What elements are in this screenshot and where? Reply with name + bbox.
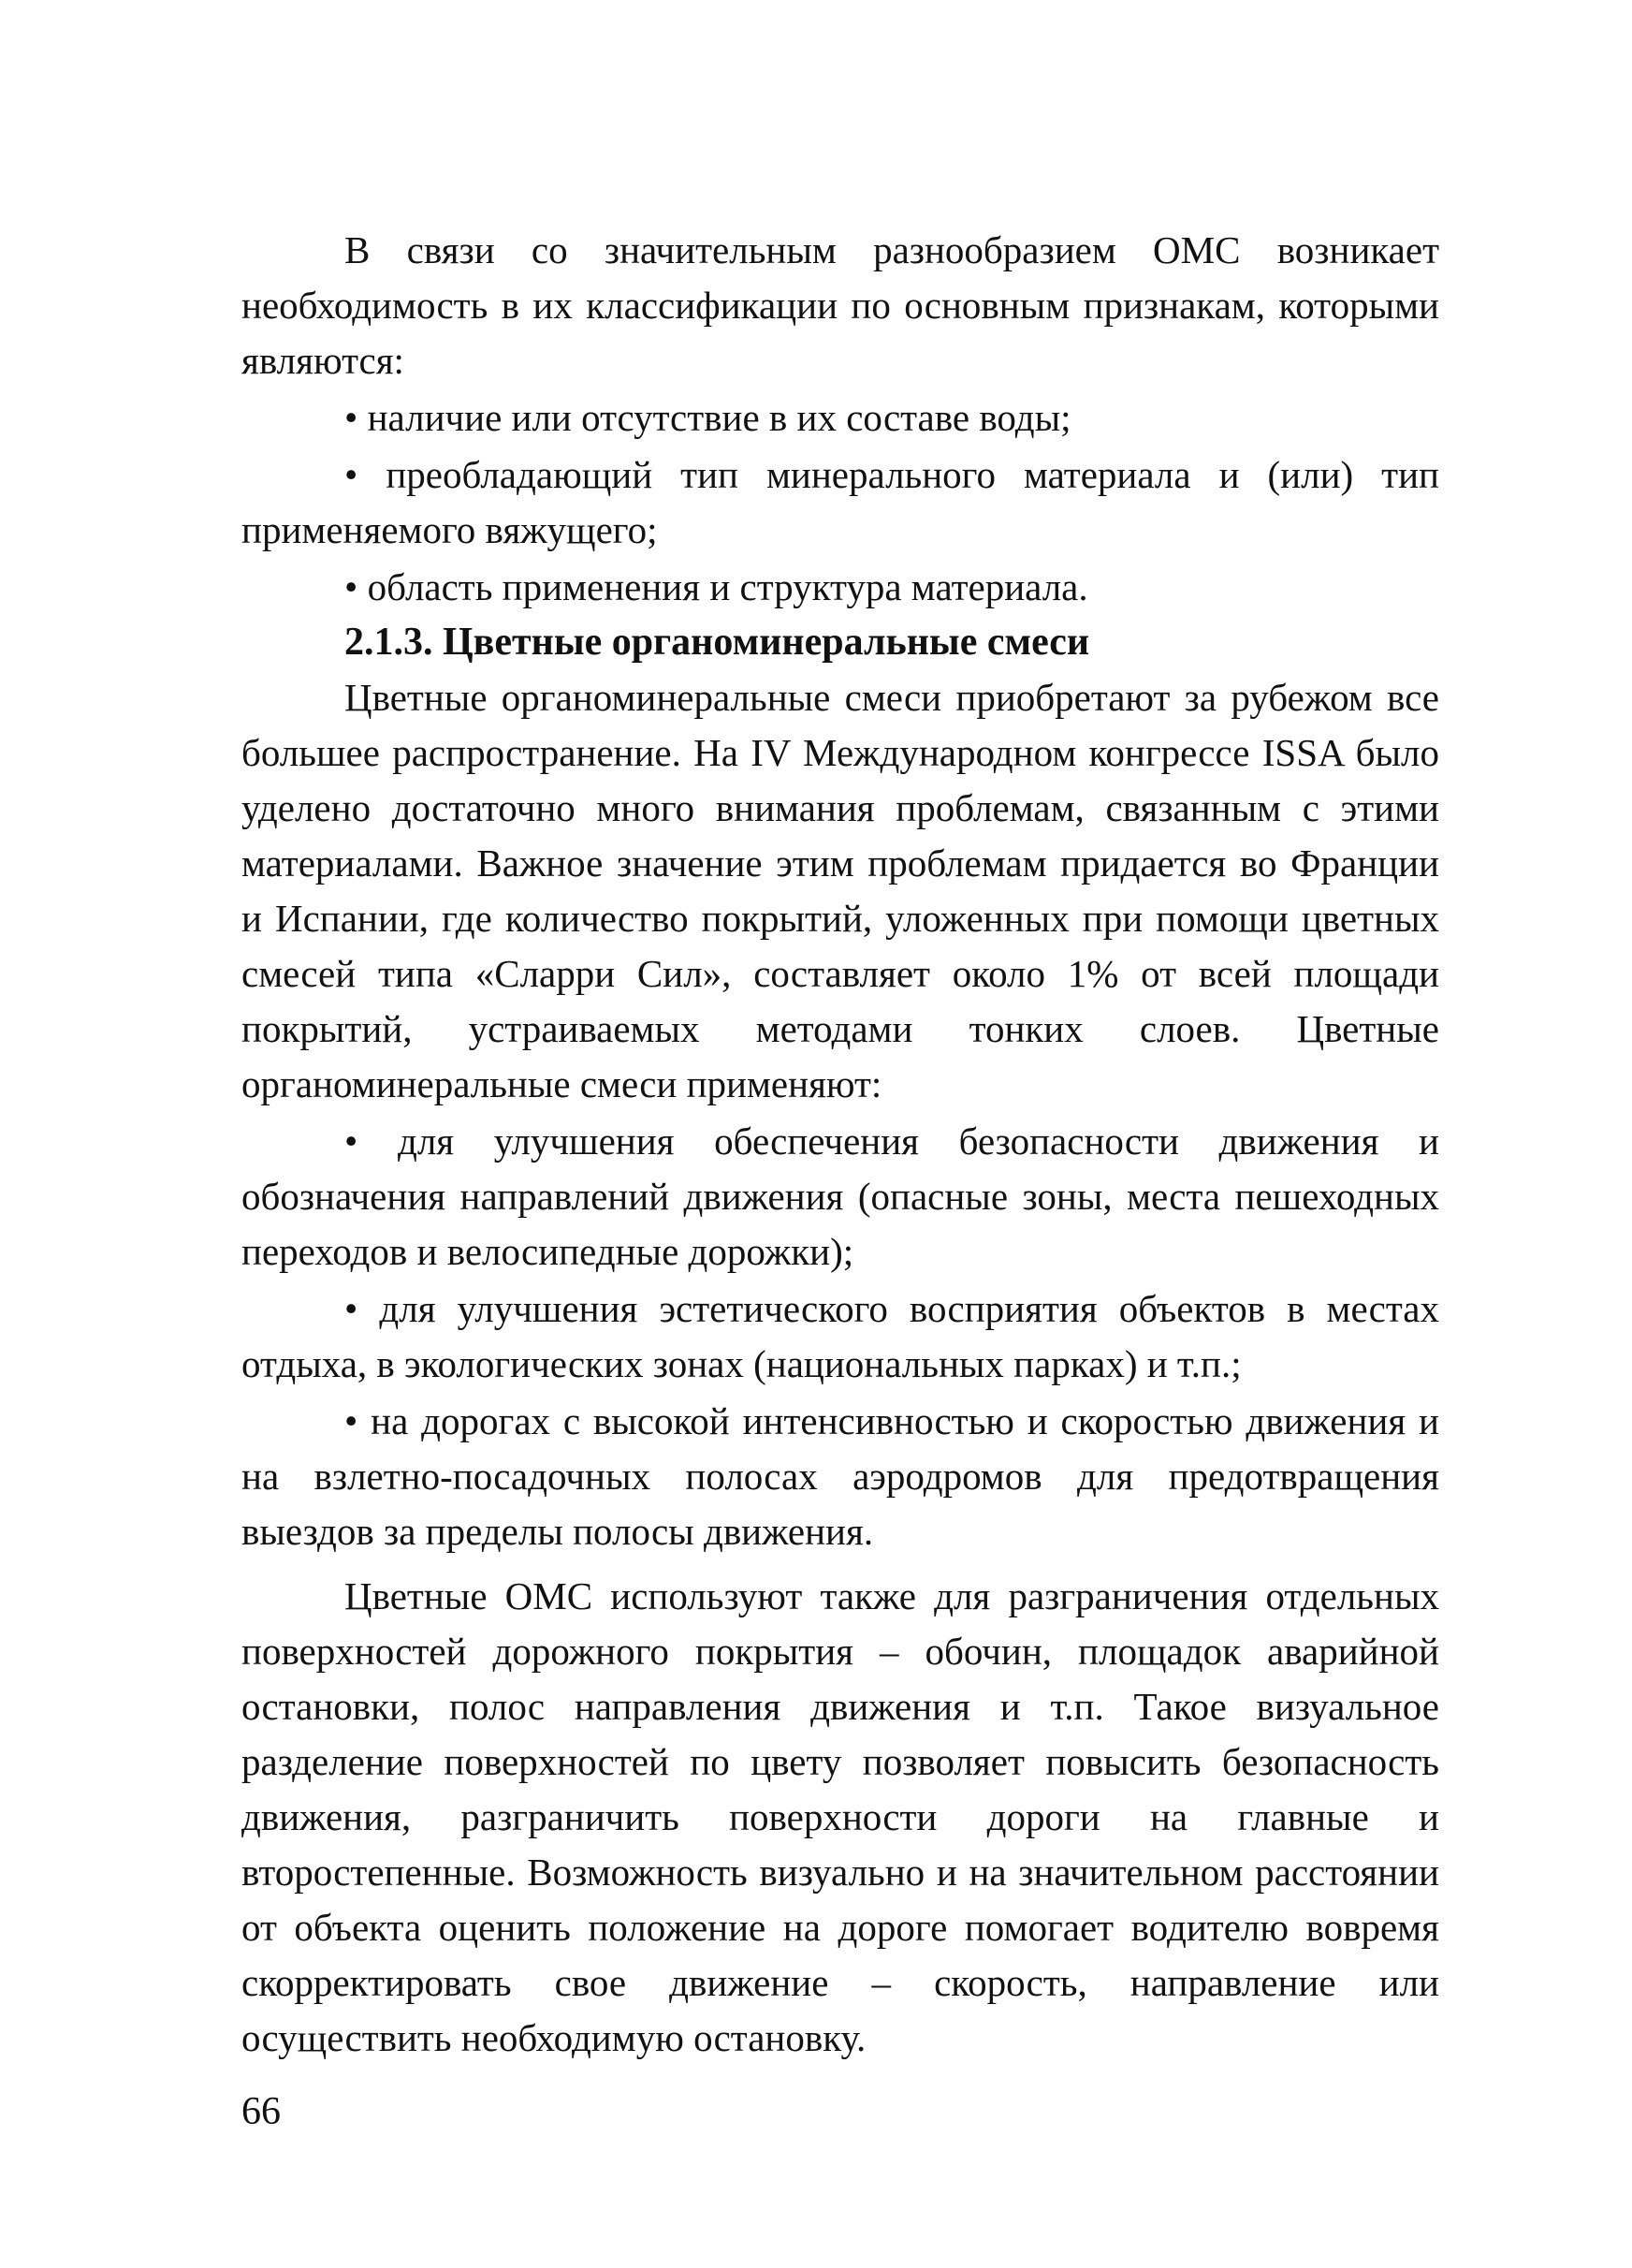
- section-paragraph: Цветные ОМС используют также для разграничения отдельных поверхностей дорожного покрытия – обочин, площадок аварийной остановки, полос направления движения и т.п. Такое визуальное разделение поверхностей по цвету позволяет повысить безопасность движения, разграничить поверхности дороги на главные и второстепенные. Возможность визуально и на значительном расстоянии от объекта оценить положение на дороге помогает водителю вовремя скорректировать свое движение – скорость, направление или осуществить необходимую остановку.: [241, 1574, 1439, 2059]
- uses-item: • на дорогах с высокой интенсивностью и скоростью движения и на взлетно-посадочных полосах аэродромов для предотвращения выездов за пределы полосы движения.: [241, 1399, 1439, 1553]
- uses-item: • для улучшения эстетического восприятия объектов в местах отдыха, в экологических зонах (национальных парках) и т.п.;: [241, 1287, 1439, 1385]
- section-paragraph: Цветные органоминеральные смеси приобретают за рубежом все большее распространение. На IV Международном конгрессе ISSA было уделено достаточно много внимания проблемам, связанным с этими материалами. Важное значение этим проблемам придается во Франции и Испании, где количество покрытий, уложенных при помощи цветных смесей типа «Сларри Сил», составляет около 1% от всей площади покрытий, устраиваемых методами тонких слоев. Цветные органоминеральные смеси применяют:: [241, 676, 1439, 1105]
- page-number: 66: [241, 2090, 281, 2133]
- intro-paragraph: В связи со значительным разнообразием ОМС возникает необходимость в их классификации по основным признакам, которыми являются:: [241, 228, 1439, 382]
- uses-item: • для улучшения обеспечения безопасности движения и обозначения направлений движения (опасные зоны, места пешеходных переходов и велосипедные дорожки);: [241, 1119, 1439, 1273]
- body-text: [241, 223, 1439, 2066]
- criteria-item: • область применения и структура материала.: [344, 565, 1088, 608]
- section-heading: 2.1.3. Цветные органоминеральные смеси: [344, 621, 1090, 664]
- criteria-item: • наличие или отсутствие в их составе воды;: [344, 396, 1071, 439]
- criteria-item: • преобладающий тип минерального материала и (или) тип применяемого вяжущего;: [241, 453, 1439, 551]
